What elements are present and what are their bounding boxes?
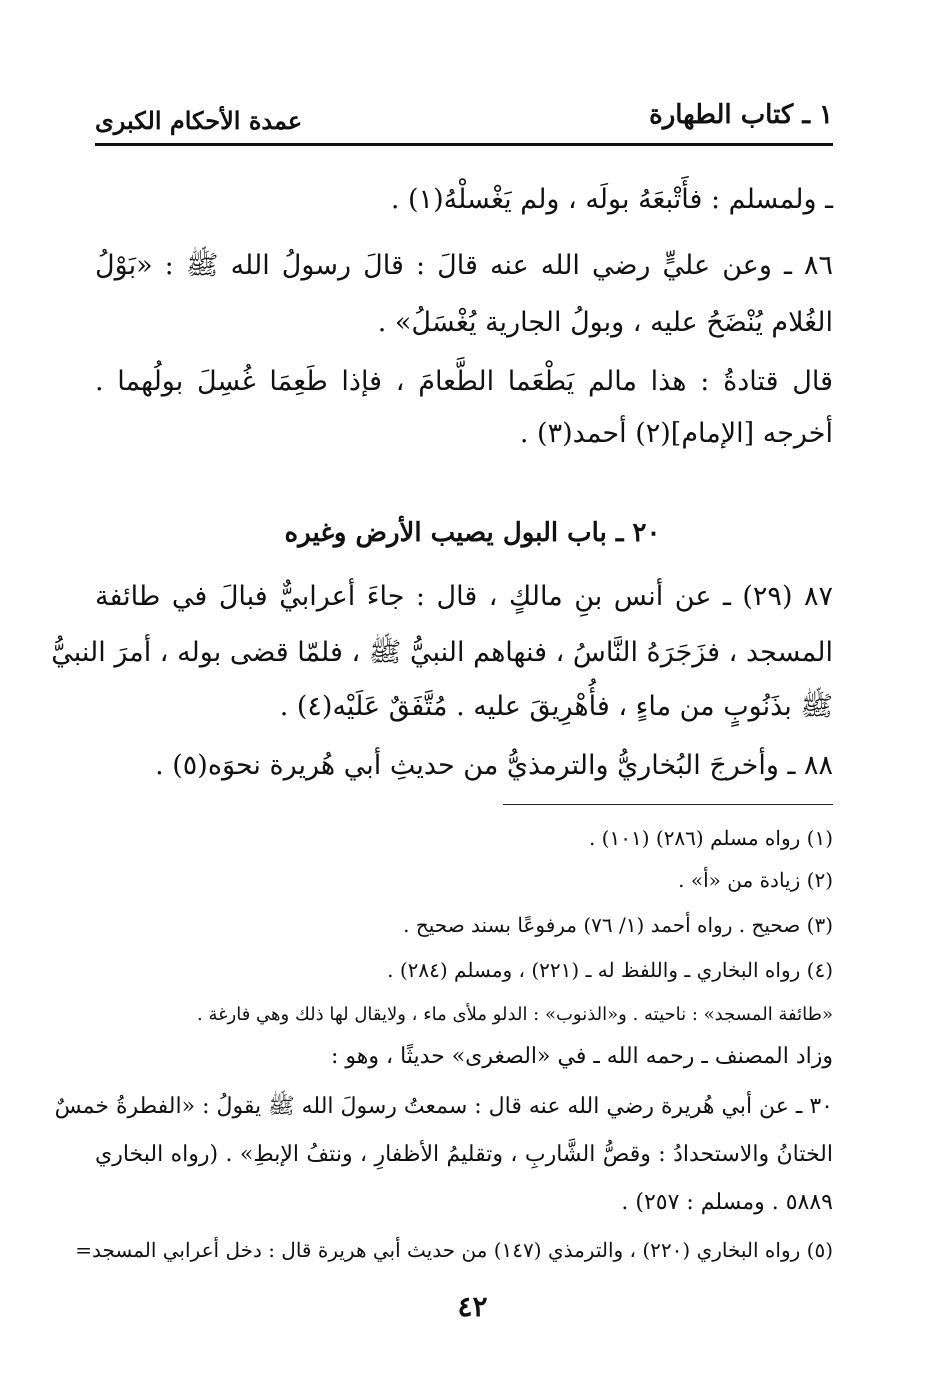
page-number: ٤٢ [457,1290,488,1323]
hadith-87-line-2: المسجد ، فزَجَرَهُ النَّاسُ ، فنهاهم النبيُّ ﷺ ، فلمّا قضى بوله ، أمرَ النبيُّ [51,637,833,668]
hadith-88-line: ٨٨ ـ وأخرجَ البُخاريُّ والترمذيُّ من حديثِ أبي هُريرة نحوَه(٥) . [155,750,833,781]
footnote-divider [503,804,833,805]
footnote-4-addition: وزاد المصنف ـ رحمه الله ـ في «الصغرى» حديثًا ، وهو : [331,1044,833,1069]
hadith-87-line-1: ٨٧ (٢٩) ـ عن أنس بنِ مالكٍ ، قال : جاءَ أعرابيٌّ فبالَ في طائفة [95,581,834,612]
text-line: ـ ولمسلم : فأَتْبعَهُ بولَه ، ولم يَغْسلْهُ(١) . [390,184,833,215]
hadith-86-line-2: الغُلام يُنْضَحُ عليه ، وبولُ الجارية يُغْسَلُ» . [377,307,833,338]
footnote-4: (٤) رواه البخاري ـ واللفظ له ـ (٢٢١) ، ومسلم (٢٨٤) . [387,958,833,982]
section-heading: ٢٠ ـ باب البول يصيب الأرض وغيره [284,518,661,548]
footnote-4-gloss: «طائفة المسجد» : ناحيته . و«الذنوب» : الدلو ملأى ماء ، ولايقال لها ذلك وهي فارغة . [197,1004,833,1025]
hadith-30-line-2: الختانُ والاستحدادُ : وقصُّ الشَّاربِ ، وتقليمُ الأظفارِ ، ونتفُ الإبطِ» . (رواه البخاري [95,1142,833,1167]
qatada-line: قال قتادةُ : هذا مالم يَطْعَما الطَّعامَ ، فإذا طَعِمَا غُسِلَ بولُهما . [95,366,833,397]
hadith-87-line-3: ﷺ بذَنُوبٍ من ماءٍ ، فأُهْرِيقَ عليه . مُتَّفَقٌ عَلَيْه(٤) . [279,691,833,722]
hadith-30-line-1: ٣٠ ـ عن أبي هُريرة رضي الله عنه قال : سمعتُ رسولَ الله ﷺ يقولُ : «الفطرةُ خمسٌ [54,1094,833,1119]
footnote-5: (٥) رواه البخاري (٢٢٠) ، والترمذي (١٤٧) من حديث أبي هريرة قال : دخل أعرابي المسجد= [75,1238,833,1262]
footnote-2: (٢) زيادة من «أ» . [678,868,833,892]
header-divider [95,143,833,146]
takhrij-line: أخرجه [الإمام](٢) أحمد(٣) . [519,418,833,449]
footnote-1: (١) رواه مسلم (٢٨٦) (١٠١) . [588,826,833,850]
chapter-title: ١ ـ كتاب الطهارة [649,100,833,130]
book-title: عمدة الأحكام الكبرى [95,106,303,135]
hadith-30-line-3: ٥٨٨٩ . ومسلم : ٢٥٧) . [621,1190,833,1215]
running-header [95,100,833,140]
footnote-3: (٣) صحيح . رواه أحمد (١/ ٧٦) مرفوعًا بسند صحيح . [403,913,833,937]
hadith-86-line-1: ٨٦ ـ وعن عليٍّ رضي الله عنه قالَ : قالَ رسولُ الله ﷺ : «بَوْلُ [95,250,833,281]
